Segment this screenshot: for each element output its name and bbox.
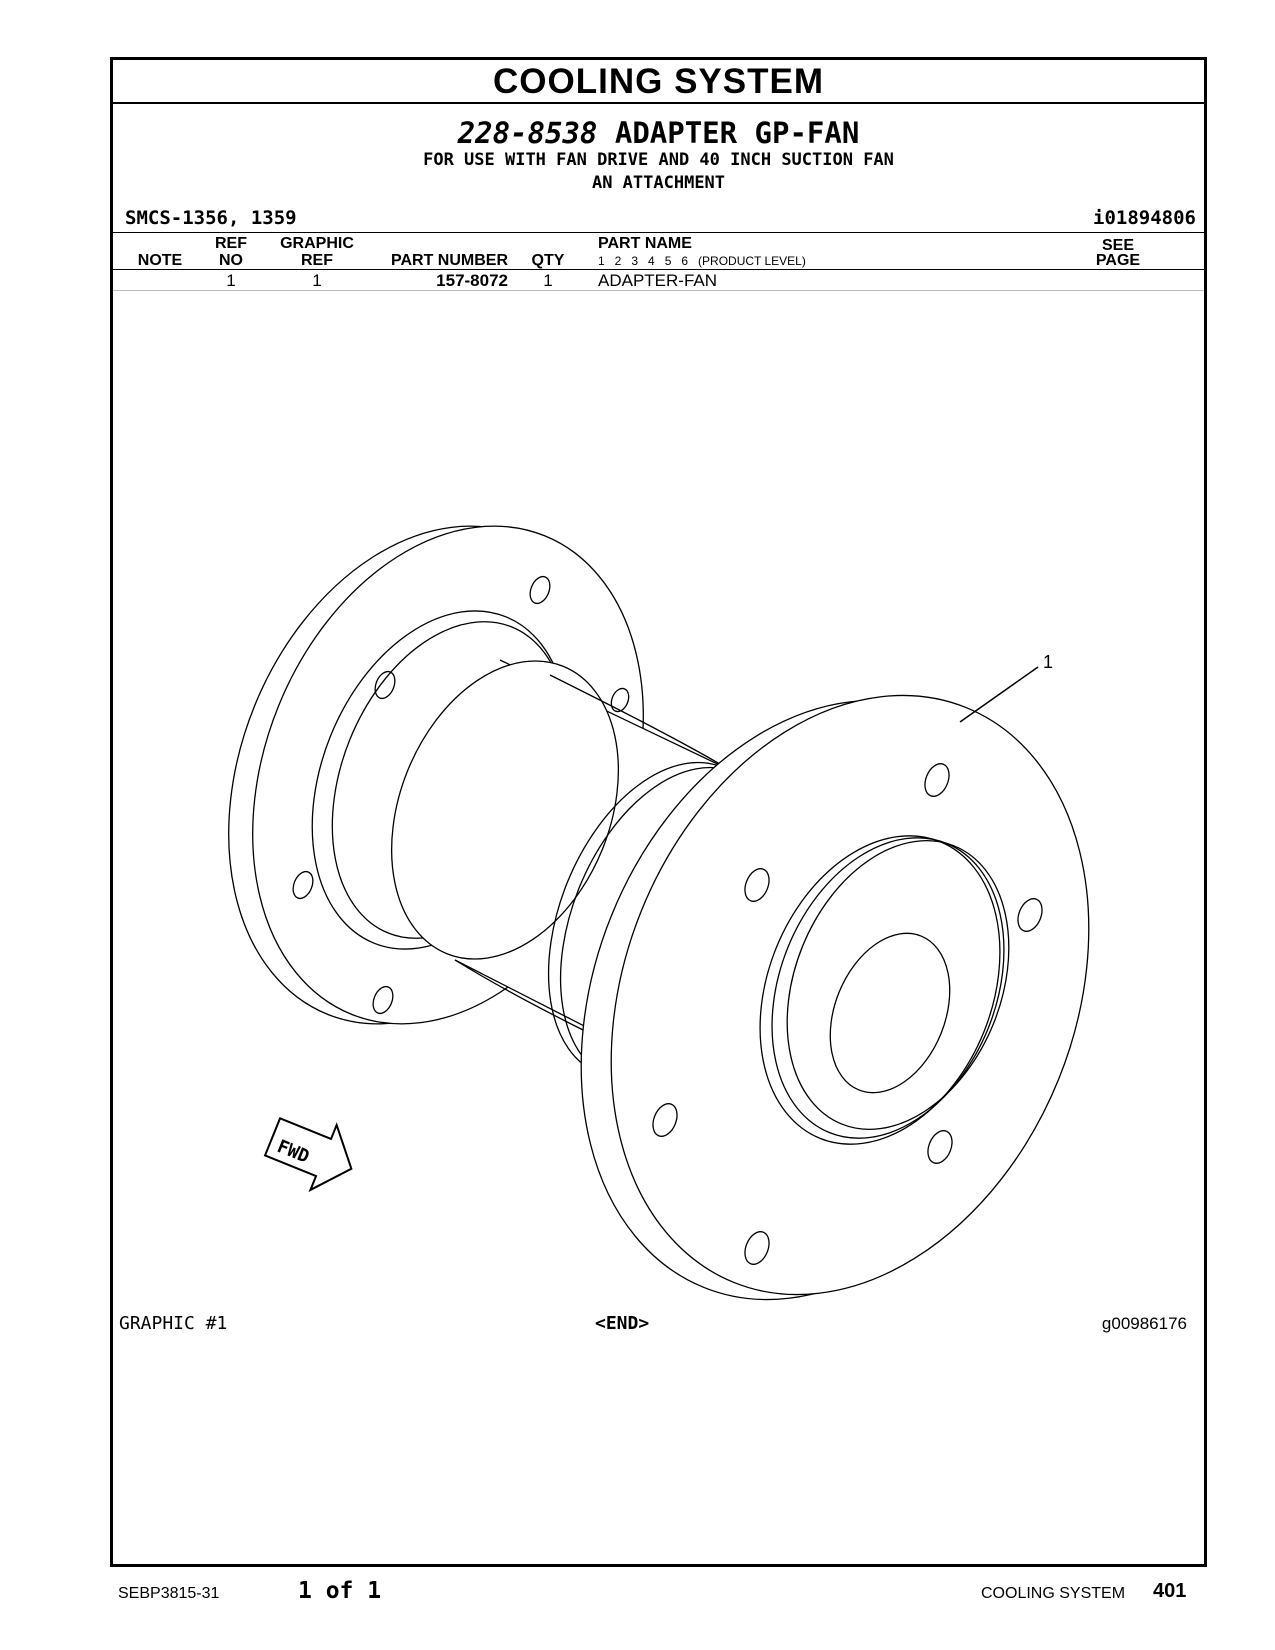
graphic-id: g00986176 <box>1101 1314 1187 1333</box>
col-see-bottom: PAGE <box>1095 252 1141 269</box>
row-part-number: 157-8072 <box>436 271 508 290</box>
group-part-number: 228-8538 <box>457 116 598 150</box>
col-ref-bottom: NO <box>219 252 243 269</box>
col-part-name: PART NAME <box>598 235 692 252</box>
col-ref-top: REF <box>215 235 247 252</box>
col-part-number: PART NUMBER <box>390 252 508 269</box>
page-count: 1 of 1 <box>298 1578 382 1604</box>
footer-section: COOLING SYSTEM <box>981 1585 1126 1602</box>
graphic-caption: GRAPHIC #1 <box>119 1313 228 1334</box>
callout-leader <box>960 667 1038 722</box>
col-qty: QTY <box>531 252 565 269</box>
col-note: NOTE <box>137 252 183 269</box>
row-graphic-ref: 1 <box>312 271 322 290</box>
document-id: SEBP3815-31 <box>118 1585 220 1602</box>
group-name: ADAPTER GP-FAN <box>614 116 860 150</box>
row-ref-no: 1 <box>226 271 236 290</box>
end-marker: <END> <box>595 1313 650 1334</box>
callout-number: 1 <box>1043 652 1054 672</box>
col-see-top: SEE <box>1101 237 1134 254</box>
usage-line: FOR USE WITH FAN DRIVE AND 40 INCH SUCTION FAN <box>423 150 894 170</box>
attachment-line: AN ATTACHMENT <box>591 173 726 193</box>
section-title: COOLING SYSTEM <box>493 62 824 101</box>
col-graphic-top: GRAPHIC <box>280 235 354 252</box>
smcs-codes: SMCS-1356, 1359 <box>125 207 297 229</box>
fwd-label: FWD <box>274 1136 313 1168</box>
product-levels: 1 2 3 4 5 6 (PRODUCT LEVEL) <box>598 254 806 268</box>
info-reference: i01894806 <box>1093 207 1196 229</box>
page-number: 401 <box>1153 1580 1187 1602</box>
row-part-name: ADAPTER-FAN <box>598 271 718 290</box>
col-graphic-bottom: REF <box>301 252 333 269</box>
row-qty: 1 <box>543 271 553 290</box>
